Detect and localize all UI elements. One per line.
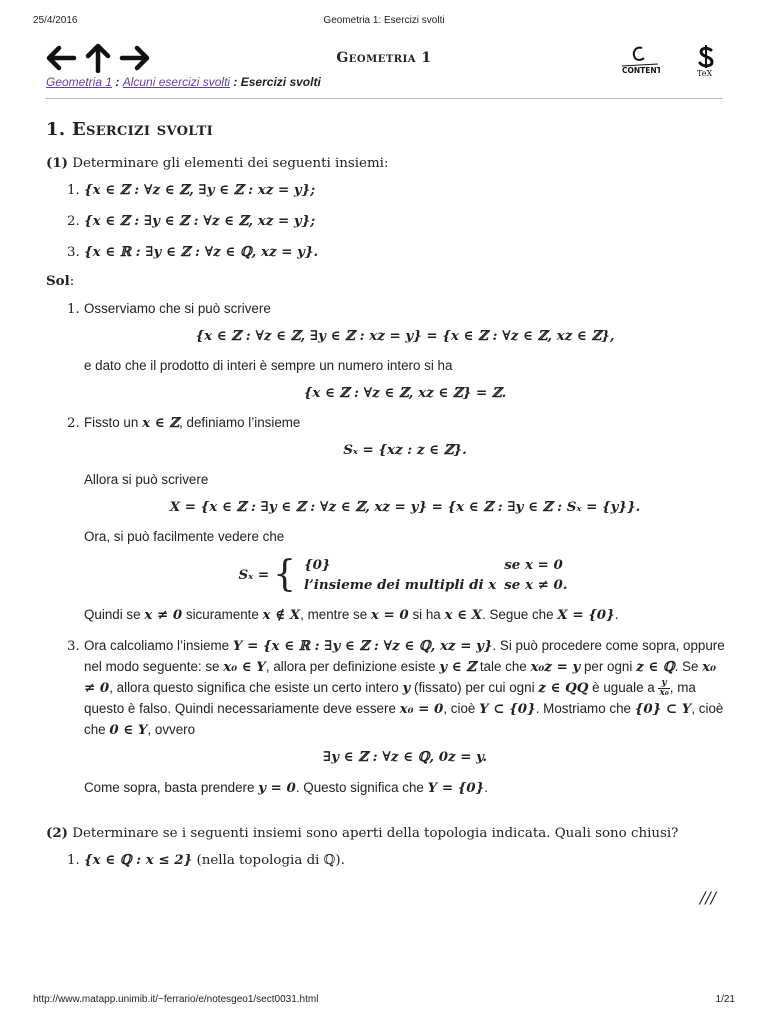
solution-text: . Mostriamo che [535,701,635,717]
print-title: Geometria 1: Esercizi svolti [323,15,445,26]
solution-text: . [484,779,488,795]
exercise-2-label: (2) [46,824,68,841]
display-equation: ∃y ∈ ℤ : ∀z ∈ ℚ, 0z = y. [322,749,488,766]
solution-text: tale che [476,658,531,674]
solution-text: e dato che il prodotto di interi è sempre un numero intero si ha [84,357,453,373]
exercise-1-statement [46,153,726,174]
content-logo[interactable] [620,44,660,80]
inline-math: x ∉ X [262,606,301,623]
inline-math: y = 0 [258,779,296,796]
list-item [84,211,726,232]
content-logo-icon [620,44,660,76]
main-content [46,110,726,881]
solution-text: , allora per definizione esiste [265,658,440,674]
breadcrumb-separator: : [112,75,123,89]
solution-text: , ovvero [147,722,196,738]
exercise-1-list [46,180,726,263]
inline-math: Y = {x ∈ ℝ : ∃y ∈ ℤ : ∀z ∈ ℚ, xz = y} [232,637,493,654]
solution-text: Quindi se [84,606,145,622]
inline-math: Y ⊂ {0} [479,701,536,718]
list-item [84,242,726,263]
inline-math: y [402,680,411,697]
solution-text: , cioè che [84,701,724,738]
tex-logo-icon [690,44,722,78]
fraction-numerator: y [658,679,669,689]
inline-math: x ≠ 0 [144,606,183,623]
solution-text: , mentre se [300,606,371,622]
solution-text: sicuramente [182,606,263,622]
solution-text: . Segue che [482,606,558,622]
cases-lhs: Sₓ = [238,566,270,583]
solution-text: , allora questo significa che esiste un certo intero [109,680,403,696]
inline-math: x₀ = 0 [399,701,444,718]
inline-math: x₀z = y [530,658,581,675]
solution-text: si ha [408,606,445,622]
math-set: {x ∈ ℤ : ∃y ∈ ℤ : ∀z ∈ ℤ, xz = y}; [84,213,316,230]
solution-list [46,299,726,799]
end-of-solution-mark: /// [700,888,717,907]
print-url: http://www.matapp.unimib.it/~ferrario/e/notesgeo1/sect0031.html [33,994,319,1005]
breadcrumb-link-geometria[interactable]: Geometria 1 [46,75,113,89]
header-divider [45,98,723,99]
solution-text: Ora, si può facilmente vedere che [84,529,285,545]
inline-math: x = 0 [370,606,409,623]
solution-text: , definiamo l’insieme [179,414,301,430]
document-title: Geometria 1 [336,50,432,66]
solution-colon: : [69,274,75,290]
math-set: {x ∈ ℤ : ∀z ∈ ℤ, ∃y ∈ ℤ : xz = y}; [84,182,316,199]
solution-text: Ora calcoliamo l’insieme [84,637,233,653]
inline-math: y ∈ ℤ [439,658,477,675]
inline-math: x ∈ X [444,606,483,623]
inline-math: z ∈ ℚ [636,658,675,675]
exercise-1-text: Determinare gli elementi dei seguenti insiemi: [72,156,389,171]
solution-text: . Questo significa che [295,779,428,795]
inline-math: x₀ ≠ 0 [84,658,716,697]
solution-text: . [614,606,619,622]
solution-text: Allora si può scrivere [84,472,209,488]
solution-text: Come sopra, basta prendere [84,779,259,795]
print-page-number: 1/21 [715,994,735,1005]
case-condition: se x ≠ 0. [504,576,568,593]
exercise-2-statement [46,823,726,844]
math-set: {x ∈ ℝ : ∃y ∈ ℤ : ∀z ∈ ℚ, xz = y}. [84,244,319,261]
section-number: 1. [46,119,66,140]
solution-text: Fissto un [84,414,143,430]
list-item [84,850,726,871]
fraction-denominator: x₀ [659,688,669,699]
inline-math: 0 ∈ Y [109,722,148,739]
cases-table [300,555,572,595]
solution-text: per ogni [580,658,637,674]
solution-text: , ma questo è falso. Quindi necessariamente deve essere [84,680,696,717]
solution-text: (fissato) per cui ogni [410,680,539,696]
display-equation: X = {x ∈ ℤ : ∃y ∈ ℤ : ∀z ∈ ℤ, xz = y} = {x ∈ ℤ : ∃y ∈ ℤ : Sₓ = {y}}. [169,499,641,516]
inline-math: x ∈ ℤ [142,414,180,431]
section-title: Esercizi svolti [71,119,213,140]
case-condition: se x = 0 [504,556,563,573]
print-date: 25/4/2016 [33,15,78,26]
breadcrumb-separator: : [230,75,241,89]
solution-heading [46,271,726,292]
breadcrumb-current: Esercizi svolti [240,75,321,89]
solution-text: . Si può procedere come sopra, oppure nel modo seguente: se [84,637,725,674]
display-equation: Sₓ = {xz : z ∈ ℤ}. [343,442,467,459]
brace-icon: { [273,553,296,595]
breadcrumb [46,75,321,89]
solution-item-1 [84,299,726,403]
solution-item-3 [84,636,726,799]
solution-text: è uguale a [588,680,659,696]
fraction [658,679,669,698]
list-item-text: (nella topologia di ℚ). [192,852,345,868]
inline-math: Y = {0} [427,779,485,796]
inline-math: {x ∈ ℚ : x ≤ 2} [84,851,193,868]
inline-math: x₀ ∈ Y [223,658,266,675]
solution-text: . Se [674,658,703,674]
inline-math: X = {0} [557,606,615,623]
solution-text: , cioè [443,701,480,717]
case-value: {0} [304,556,331,573]
breadcrumb-link-esercizi[interactable]: Alcuni esercizi svolti [122,75,231,89]
exercise-2-text: Determinare se i seguenti insiemi sono aperti della topologia indicata. Quali sono chiusi? [72,825,679,841]
display-equation: {x ∈ ℤ : ∀z ∈ ℤ, xz ∈ ℤ} = ℤ. [303,384,507,401]
solution-text: Osserviamo che si può scrivere [84,300,271,316]
case-value: l’insieme dei multipli di x [304,576,497,593]
solution-label: Sol [46,273,70,290]
cases-equation [84,555,726,595]
section-heading [46,116,726,143]
tex-logo[interactable] [690,44,722,82]
exercise-2-list [46,850,726,871]
content-logo-text: CONTENT [622,66,660,75]
exercise-1-label: (1) [46,155,68,171]
display-equation: {x ∈ ℤ : ∀z ∈ ℤ, ∃y ∈ ℤ : xz = y} = {x ∈ ℤ : ∀z ∈ ℤ, xz ∈ ℤ}, [195,327,615,344]
inline-math: z ∈ QQ [538,680,589,697]
print-header [0,15,768,29]
inline-math: {0} ⊂ Y [634,701,692,718]
tex-logo-text: TeX [697,69,713,78]
list-item [84,180,726,201]
solution-item-2 [84,413,726,626]
